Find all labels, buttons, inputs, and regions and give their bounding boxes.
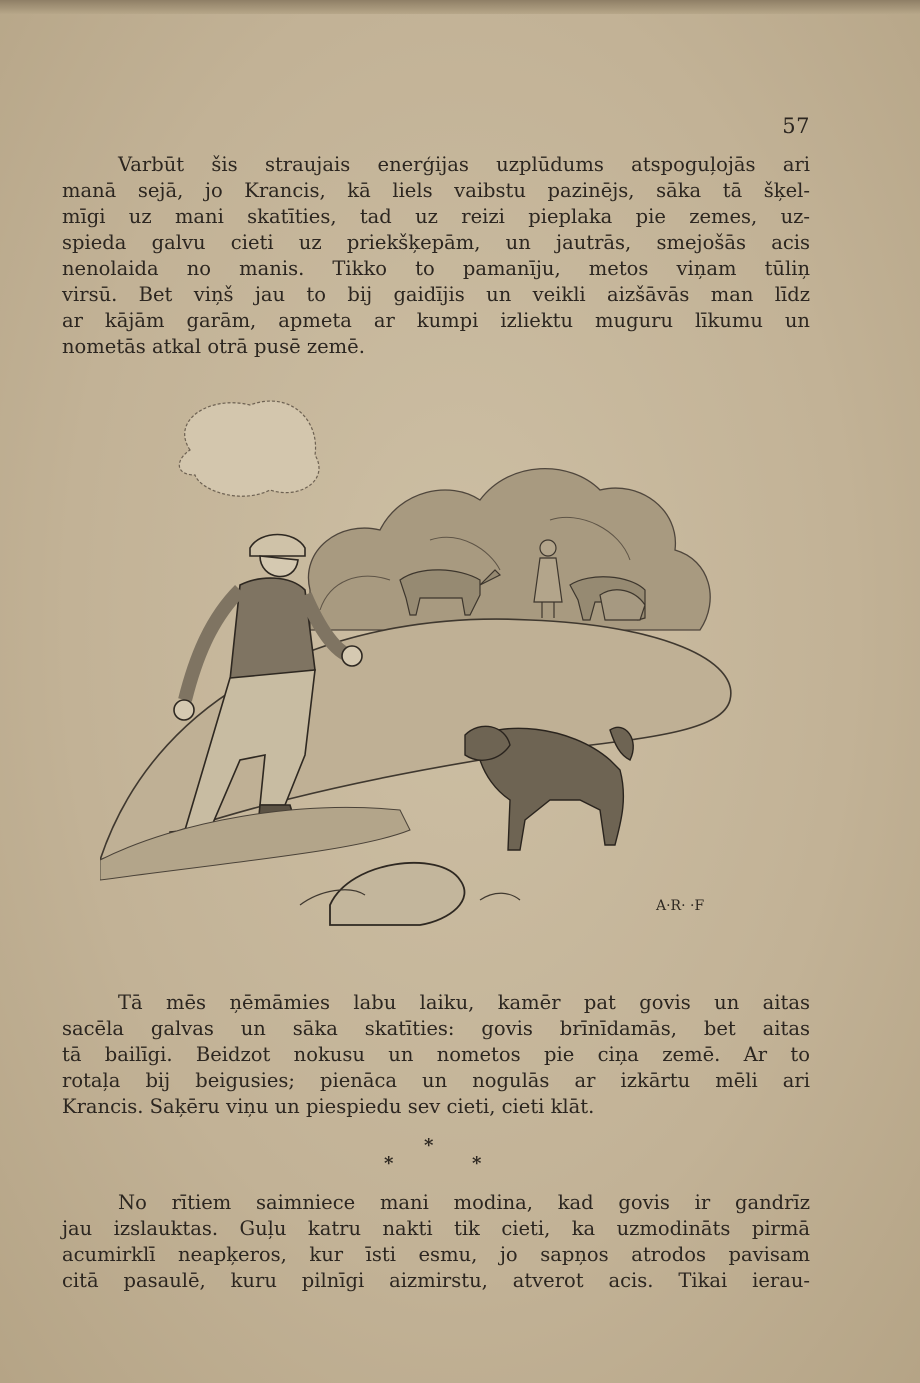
text-line: nometās atkal otrā pusē zemē. <box>62 335 365 358</box>
section-separator <box>360 1135 500 1185</box>
text-line: mīgi uz mani skatīties, tad uz reizi pieplaka pie zemes, uz- <box>62 205 810 228</box>
text-line: manā sejā, jo Krancis, kā liels vaibstu pazinējs, sāka tā šķel- <box>62 179 810 202</box>
separator-asterisk: * <box>424 1135 434 1156</box>
separator-asterisk: * <box>384 1153 394 1174</box>
boy-face <box>260 556 298 577</box>
page-number: 57 <box>782 114 810 138</box>
boy-hand-right <box>342 646 362 666</box>
text-line: ar kājām garām, apmeta ar kumpi izliektu muguru līkumu un <box>62 309 810 332</box>
boy-hand-left <box>174 700 194 720</box>
text-line: Varbūt šis straujais enerģijas uzplūdums atspoguļojās ari <box>118 153 810 176</box>
text-line: No rītiem saimniece mani modina, kad govis ir gandrīz <box>118 1191 810 1214</box>
text-line: sacēla galvas un sāka skatīties: govis brīnīdamās, bet aitas <box>62 1017 810 1040</box>
text-line: Tā mēs ņēmāmies labu laiku, kamēr pat govis un aitas <box>118 991 810 1014</box>
text-line: citā pasaulē, kuru pilnīgi aizmirstu, atverot acis. Tikai ierau- <box>62 1269 810 1292</box>
paragraph-3 <box>62 1190 810 1294</box>
text-line: tā bailīgi. Beidzot nokusu un nometos pie ciņa zemē. Ar to <box>62 1043 810 1066</box>
separator-asterisk: * <box>472 1153 482 1174</box>
page-top-edge <box>0 0 920 14</box>
text-line: rotaļa bij beigusies; pienāca un nogulās ar izkārtu mēli ari <box>62 1069 810 1092</box>
artist-signature: A·R· ·F <box>656 898 705 914</box>
text-line: jau izslauktas. Guļu katru nakti tik cieti, ka uzmodināts pirmā <box>62 1217 810 1240</box>
bushes-shape <box>308 469 710 630</box>
dog-figure <box>465 726 633 850</box>
paragraph-1 <box>62 152 810 360</box>
cloud-shape <box>179 401 319 496</box>
text-line: Krancis. Saķēru viņu un piespiedu sev cieti, cieti klāt. <box>62 1095 595 1118</box>
text-line: acumirklī neapķeros, kur īsti esmu, jo sapņos atrodos pavisam <box>62 1243 810 1266</box>
text-line: nenolaida no manis. Tikko to pamanīju, metos viņam tūliņ <box>62 257 810 280</box>
boy-and-dog-illustration <box>100 380 740 980</box>
boy-cap <box>250 535 305 557</box>
stone-shape <box>330 863 464 925</box>
text-line: spieda galvu cieti uz priekšķepām, un jautrās, smejošās acis <box>62 231 810 254</box>
paragraph-2 <box>62 990 810 1120</box>
text-line: virsū. Bet viņš jau to bij gaidījis un veikli aizšāvās man līdz <box>62 283 810 306</box>
